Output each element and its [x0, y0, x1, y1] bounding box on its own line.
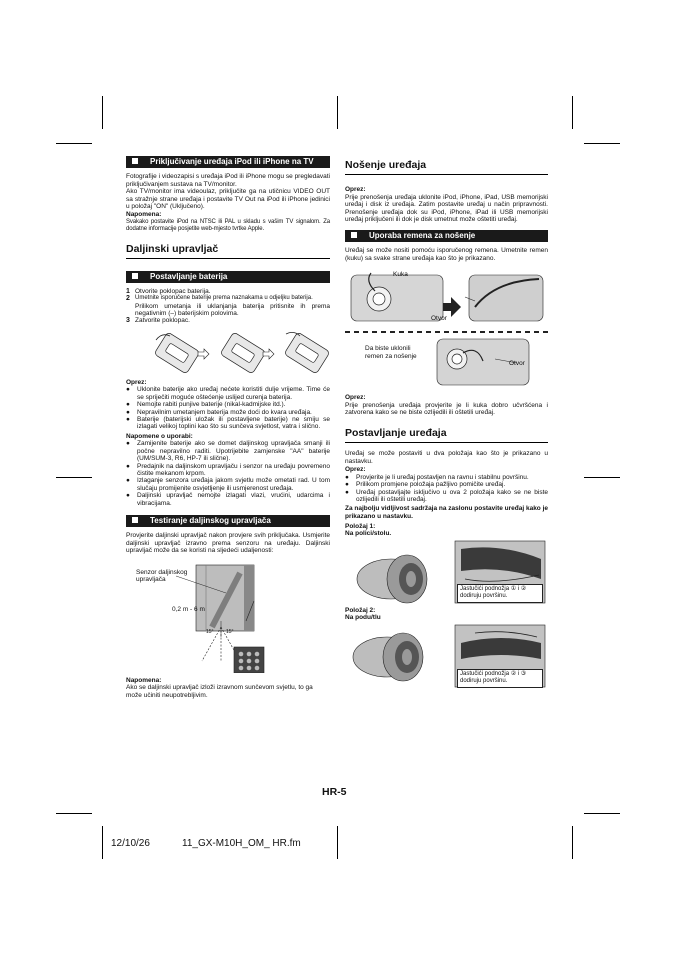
crop-mark — [102, 96, 103, 129]
remove-strap-label: Da biste uklonili remen za nošenje — [365, 345, 417, 360]
paragraph: Prije prenošenja uređaja provjerite je li kuka dobro učvršćena i zatvorena kako se ne biste ozlijedili ili oštetili uređaj. — [345, 401, 548, 417]
section-header-ipod-tv — [126, 156, 330, 168]
list-item: ● Baterije (baterijski uložak ili postavljene baterije) ne smiju se izlagati velikoj toplini kao što su sunčeva svjetlost, vatra i slično. — [126, 416, 330, 431]
list-item: ● Predajnik na daljinskom upravljaču i senzor na uređaju povremeno čistite mekanom krpom. — [126, 463, 330, 478]
left-column — [126, 156, 330, 700]
hook-label: Kuka — [393, 271, 408, 279]
footer-filename: 11_GX-M10H_OM_ HR.fm — [182, 838, 301, 849]
section-title-placement: Postavljanje uređaja — [345, 427, 548, 443]
position-1-subtitle: Na polici/stolu. — [345, 530, 392, 538]
position-2-title: Položaj 2: — [345, 606, 376, 614]
placement-caution-list — [345, 474, 548, 504]
paragraph: Ako TV/monitor ima videoulaz, priključite ga na utičnicu VIDEO OUT sa stražnje strane uređaja i postavite TV Out na iPod ili iPhone jedinici u položaj "ON" (Uključeno). — [126, 188, 330, 211]
position-1-title: Položaj 1: — [345, 522, 376, 530]
usage-notes-title: Napomene o uporabi: — [126, 432, 193, 440]
battery-steps — [126, 288, 330, 325]
usage-notes-list — [126, 440, 330, 507]
remote-range-illustration — [126, 561, 330, 673]
caution-title: Oprez: — [345, 466, 366, 474]
caution-title: Oprez: — [126, 378, 147, 386]
position-2-illustration — [345, 623, 548, 689]
paragraph: Prije prenošenja uređaja uklonite iPod, iPhone, iPad, USB memorijski uređaj i disk iz uređaja. Zatim postavite uređaj u način pripravnosti. Prenošenje uređaja dok su iPod, iPhone, iPad ili USB memorijski uređaj priključeni ili dok je disk umetnut može oštetiti uređaj. — [345, 193, 548, 224]
caution-title: Oprez: — [345, 186, 366, 193]
strap-drawing — [345, 267, 548, 389]
crop-mark — [572, 96, 573, 129]
section-header-label: Postavljanje baterija — [150, 271, 228, 281]
step-item — [126, 295, 330, 302]
footer-date: 12/10/26 — [111, 838, 150, 849]
paragraph: Uređaj se može postaviti u dva položaja kao što je prikazano u nastavku. — [345, 449, 548, 465]
crop-mark — [337, 96, 338, 129]
list-item: ● Zamijenite baterije ako se domet daljinskog upravljača smanji ili počne nepravilno raditi. Upotrijebite zamjenske "AA" baterije (UM/SUM-3, R6, HP-7 ili slične). — [126, 440, 330, 462]
crop-mark — [56, 143, 92, 144]
step-item — [126, 288, 330, 295]
list-item: ● Uređaj postavljajte isključivo u ova 2 položaja kako se ne biste ozlijedili ili oštetili uređaj. — [345, 489, 548, 504]
crop-mark — [102, 826, 103, 859]
page-number: HR-5 — [322, 786, 347, 798]
battery-illustration — [126, 328, 330, 376]
position-1-illustration — [345, 539, 548, 607]
angle-left-label: 15° — [206, 628, 214, 635]
section-header-testing — [126, 515, 330, 527]
section-header-label: Priključivanje uređaja iPod ili iPhone na TV — [150, 157, 314, 166]
paragraph: Provjerite daljinski upravljač nakon provjere svih priključaka. Usmjerite daljinski upravljač izravno prema senzoru na uređaju. Daljinski upravljač može da se koristi na sljedeći udaljenosti: — [126, 532, 330, 555]
section-title-carry: Nošenje uređaja — [345, 159, 548, 175]
step-item — [126, 303, 330, 318]
caution-list — [126, 386, 330, 430]
list-item: ● Izlaganje senzora uređaja jakom svjetlu može ometati rad. U tom slučaju promijenite osvjetljenje ili usmjerenost uređaja. — [126, 477, 330, 492]
opening-label-2: Otvor — [509, 360, 525, 368]
step-item — [126, 317, 330, 324]
note-title: Napomena: — [126, 676, 162, 684]
position-1-caption: Jastučići podnožja ① i ② dodiruju površinu. — [457, 584, 543, 603]
step-text: Prilikom umetanja ili uklanjanja baterija pritisnite ih prema negativnim (–) baterijskim polovima. — [135, 302, 330, 317]
crop-mark — [584, 143, 620, 144]
list-item: ● Uklonite baterije ako uređaj nećete koristiti dulje vrijeme. Time će se spriječiti moguće oštećenje uslijed curenja baterija. — [126, 386, 330, 401]
list-item: ● Provjerite je li uređaj postavljen na ravnu i stabilnu površinu. — [345, 474, 548, 481]
note-text: Svakako postavite iPod na NTSC ili PAL u skladu s vašim TV signalom. Za dodatne informacije posjetite web-mjesto tvrtke Apple. — [126, 218, 330, 233]
crop-mark — [584, 477, 620, 478]
paragraph: Fotografije i videozapisi s uređaja iPod ili iPhone mogu se pregledavati priključivanjem sustava na TV/monitor. — [126, 173, 330, 188]
crop-mark — [56, 813, 92, 814]
step-number: 3 — [126, 317, 130, 325]
step-text: Otvorite poklopac baterija. — [135, 287, 211, 295]
position-2-subtitle: Na podu/tlu — [345, 614, 381, 622]
distance-label: 0,2 m - 6 m — [172, 605, 205, 613]
sensor-label: Senzor daljinskog upravljača — [136, 568, 188, 584]
section-header-label: Testiranje daljinskog upravljača — [150, 516, 271, 526]
section-title-remote: Daljinski upravljač — [126, 243, 330, 259]
angle-right-label: 15° — [226, 628, 234, 635]
placement-tip: Za najbolju vidljivost sadržaja na zaslonu postavite uređaj kako je prikazano u nastavku. — [345, 505, 549, 520]
section-header-batteries — [126, 271, 330, 283]
crop-mark — [337, 826, 338, 859]
list-item: ● Nemojte rabiti punjive baterije (nikal-kadmijske itd.). — [126, 401, 330, 408]
crop-mark — [56, 477, 92, 478]
list-item: ● Daljinski upravljač nemojte izlagati vlazi, vrućini, udarcima i vibracijama. — [126, 492, 330, 507]
section-header-strap — [345, 230, 548, 242]
position-2-caption: Jastučići podnožja ② i ③ dodiruju površinu. — [457, 669, 543, 688]
paragraph: Uređaj se može nositi pomoću isporučenog remena. Umetnite remen (kuku) sa svake strane uređaja kao što je prikazano. — [345, 246, 548, 262]
step-text: Umetnite isporučene baterije prema naznakama u odjeljku baterija. — [135, 295, 313, 302]
crop-mark — [584, 813, 620, 814]
step-number: 2 — [126, 295, 130, 303]
strap-illustration — [345, 267, 548, 389]
step-number: 1 — [126, 287, 130, 295]
step-text: Zatvorite poklopac. — [135, 317, 190, 325]
crop-mark — [572, 826, 573, 859]
opening-label: Otvor — [431, 315, 447, 323]
right-column — [345, 159, 548, 689]
list-item: ● Nepravilnim umetanjem baterija može doći do kvara uređaja. — [126, 409, 330, 416]
caution-title: Oprez: — [345, 394, 366, 402]
section-header-label: Uporaba remena za nošenje — [369, 230, 476, 240]
list-item: ● Prilikom promjene položaja pažljivo pomičite uređaj. — [345, 481, 548, 488]
note-text: Ako se daljinski upravljač izloži izravnom sunčevom svjetlu, to ga može učiniti neupotrebljivim. — [126, 684, 313, 700]
note-title: Napomena: — [126, 210, 162, 218]
